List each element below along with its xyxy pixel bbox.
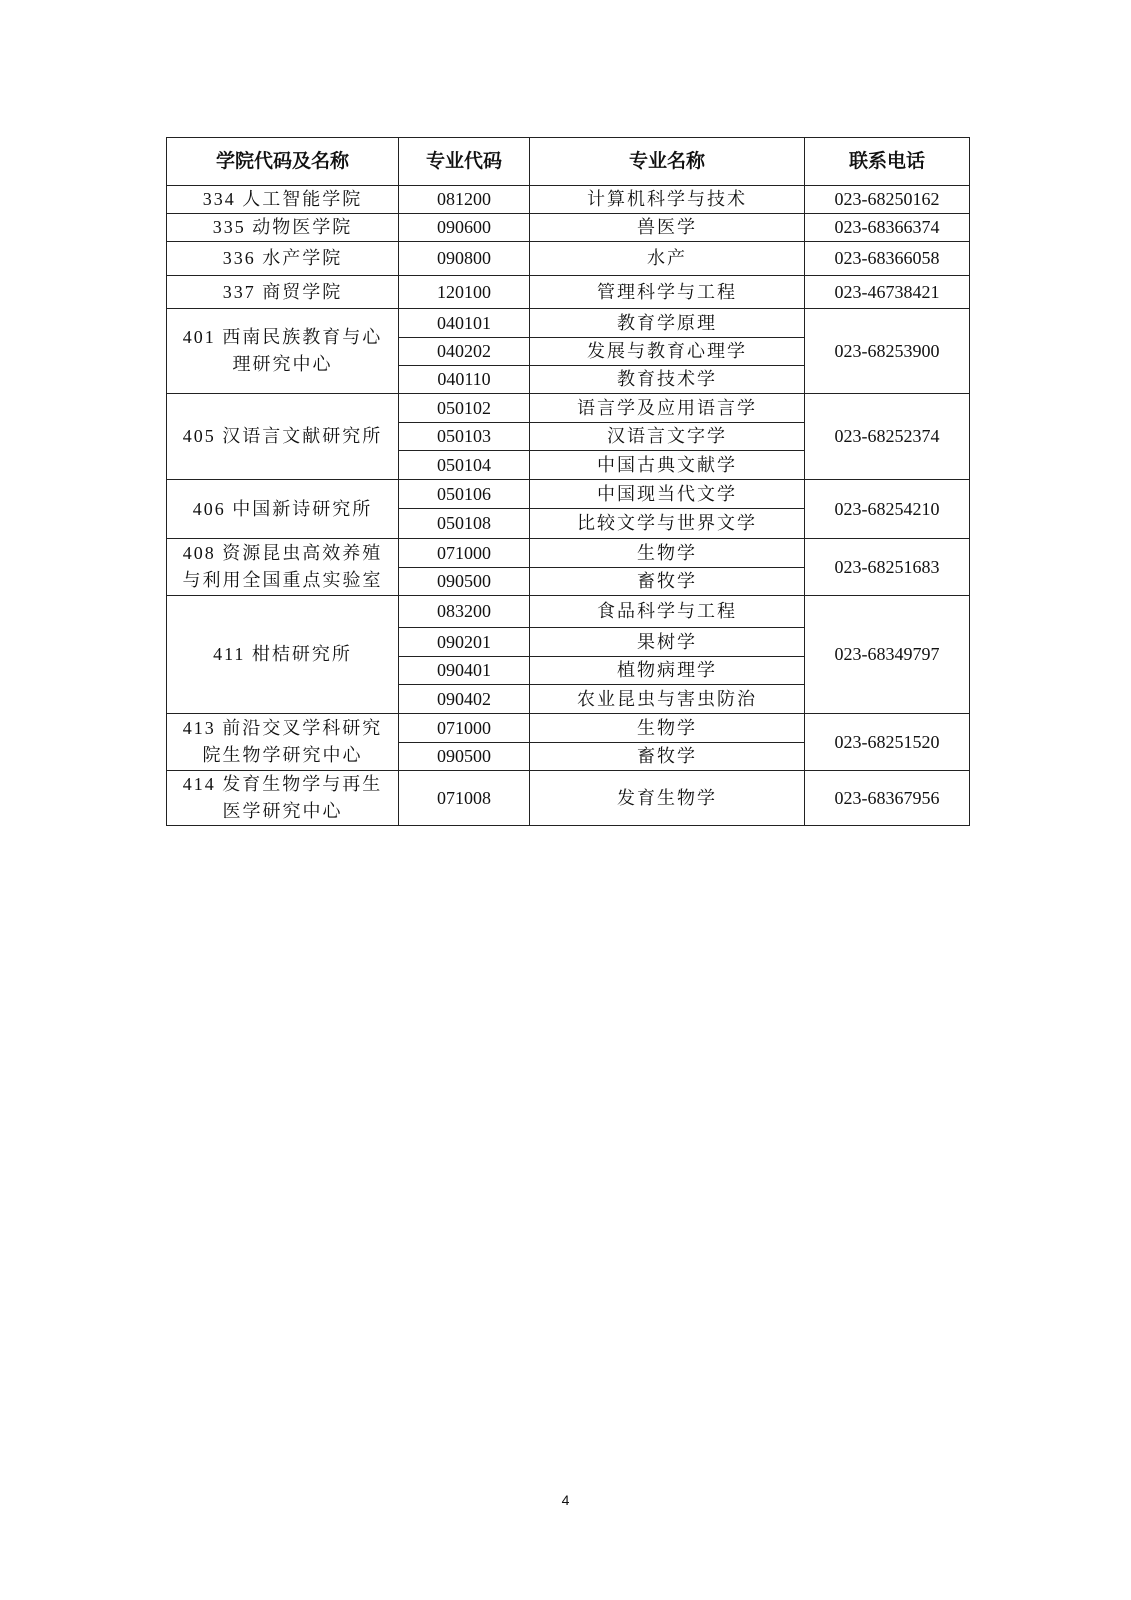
college-cell xyxy=(167,309,399,394)
table-row xyxy=(167,186,970,214)
college-cell xyxy=(167,394,399,480)
college-cell xyxy=(167,276,399,309)
table-row xyxy=(167,394,970,423)
major-name-cell: 管理科学与工程 xyxy=(530,276,805,309)
college-name: 334 人工智能学院 xyxy=(202,189,363,209)
major-name-cell: 兽医学 xyxy=(530,214,805,242)
table-row xyxy=(167,714,970,743)
table-row xyxy=(167,596,970,628)
table-row xyxy=(167,242,970,276)
major-name-cell: 畜牧学 xyxy=(530,568,805,596)
phone-cell: 023-68253900 xyxy=(805,309,970,394)
college-cell xyxy=(167,480,399,539)
table-row xyxy=(167,309,970,338)
college-name: 401 西南民族教育与心理研究中心 xyxy=(182,327,383,374)
major-name-cell: 发育生物学 xyxy=(530,771,805,826)
college-name: 335 动物医学院 xyxy=(212,217,353,237)
major-code-cell: 090201 xyxy=(399,628,530,657)
college-name: 414 发育生物学与再生医学研究中心 xyxy=(182,774,383,821)
major-code-cell: 040202 xyxy=(399,338,530,366)
table-header-row xyxy=(167,138,970,186)
major-code-cell: 090500 xyxy=(399,743,530,771)
major-name-cell: 教育学原理 xyxy=(530,309,805,338)
college-cell xyxy=(167,186,399,214)
college-cell xyxy=(167,242,399,276)
major-name-cell: 计算机科学与技术 xyxy=(530,186,805,214)
college-name: 408 资源昆虫高效养殖与利用全国重点实验室 xyxy=(182,543,383,590)
college-cell xyxy=(167,596,399,714)
major-name-cell: 水产 xyxy=(530,242,805,276)
phone-cell: 023-68366374 xyxy=(805,214,970,242)
college-cell xyxy=(167,214,399,242)
table-row xyxy=(167,214,970,242)
header-major: 专业名称 xyxy=(530,138,805,186)
header-phone: 联系电话 xyxy=(805,138,970,186)
phone-cell: 023-68349797 xyxy=(805,596,970,714)
major-code-cell: 040101 xyxy=(399,309,530,338)
major-code-cell: 050102 xyxy=(399,394,530,423)
major-name-cell: 汉语言文字学 xyxy=(530,423,805,451)
college-cell xyxy=(167,539,399,596)
contact-table xyxy=(166,137,970,826)
major-code-cell: 090800 xyxy=(399,242,530,276)
major-code-cell: 090401 xyxy=(399,657,530,685)
major-code-cell: 071000 xyxy=(399,714,530,743)
major-name-cell: 语言学及应用语言学 xyxy=(530,394,805,423)
table-row xyxy=(167,539,970,568)
phone-cell: 023-68251520 xyxy=(805,714,970,771)
phone-cell: 023-68254210 xyxy=(805,480,970,539)
major-code-cell: 040110 xyxy=(399,366,530,394)
college-name: 405 汉语言文献研究所 xyxy=(182,426,383,446)
major-name-cell: 食品科学与工程 xyxy=(530,596,805,628)
major-name-cell: 中国现当代文学 xyxy=(530,480,805,509)
major-name-cell: 比较文学与世界文学 xyxy=(530,509,805,539)
major-name-cell: 农业昆虫与害虫防治 xyxy=(530,685,805,714)
major-code-cell: 081200 xyxy=(399,186,530,214)
college-cell xyxy=(167,714,399,771)
table-body xyxy=(167,186,970,826)
phone-cell: 023-68252374 xyxy=(805,394,970,480)
major-code-cell: 090600 xyxy=(399,214,530,242)
phone-cell: 023-68366058 xyxy=(805,242,970,276)
header-college: 学院代码及名称 xyxy=(167,138,399,186)
major-code-cell: 050108 xyxy=(399,509,530,539)
major-code-cell: 090500 xyxy=(399,568,530,596)
major-code-cell: 090402 xyxy=(399,685,530,714)
major-code-cell: 083200 xyxy=(399,596,530,628)
college-name: 337 商贸学院 xyxy=(222,281,343,302)
major-code-cell: 050104 xyxy=(399,451,530,480)
table-row xyxy=(167,276,970,309)
major-code-cell: 050103 xyxy=(399,423,530,451)
phone-cell: 023-68367956 xyxy=(805,771,970,826)
college-name: 413 前沿交叉学科研究院生物学研究中心 xyxy=(182,718,383,765)
major-name-cell: 教育技术学 xyxy=(530,366,805,394)
major-code-cell: 071000 xyxy=(399,539,530,568)
college-name: 336 水产学院 xyxy=(222,248,343,268)
major-name-cell: 发展与教育心理学 xyxy=(530,338,805,366)
college-cell xyxy=(167,771,399,826)
major-name-cell: 植物病理学 xyxy=(530,657,805,685)
major-name-cell: 中国古典文献学 xyxy=(530,451,805,480)
major-code-cell: 120100 xyxy=(399,276,530,309)
phone-cell: 023-68251683 xyxy=(805,539,970,596)
major-code-cell: 071008 xyxy=(399,771,530,826)
header-code: 专业代码 xyxy=(399,138,530,186)
major-name-cell: 生物学 xyxy=(530,714,805,743)
college-name: 411 柑桔研究所 xyxy=(213,644,352,664)
phone-cell: 023-68250162 xyxy=(805,186,970,214)
major-name-cell: 生物学 xyxy=(530,539,805,568)
table-row xyxy=(167,771,970,826)
major-name-cell: 畜牧学 xyxy=(530,743,805,771)
college-name: 406 中国新诗研究所 xyxy=(192,498,373,519)
major-code-cell: 050106 xyxy=(399,480,530,509)
table-row xyxy=(167,480,970,509)
page-number: 4 xyxy=(561,1492,570,1508)
phone-cell: 023-46738421 xyxy=(805,276,970,309)
major-name-cell: 果树学 xyxy=(530,628,805,657)
